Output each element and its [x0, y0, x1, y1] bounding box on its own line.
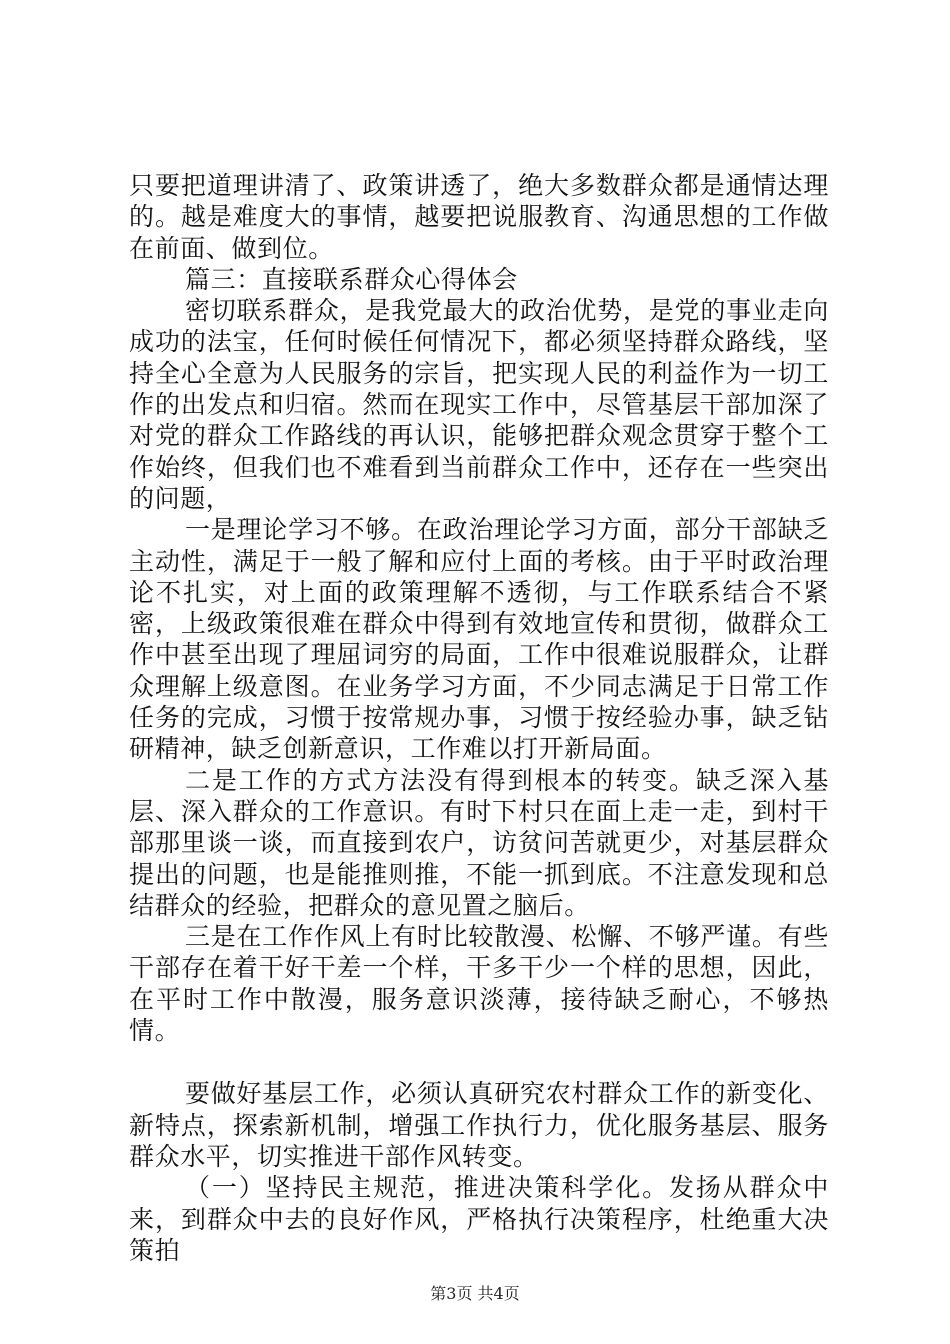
paragraph-intro: 密切联系群众，是我党最大的政治优势，是党的事业走向成功的法宝，任何时候任何情况下，都必须坚持群众路线，坚持全心全意为人民服务的宗旨，把实现人民的利益作为一切工作的出发点和归宿。然而在现实工作中，尽管基层干部加深了对党的群众工作路线的再认识，能够把群众观念贯穿于整个工作始终，但我们也不难看到当前群众工作中，还存在一些突出的问题，: [129, 296, 829, 513]
paragraph-point-one: 一是理论学习不够。在政治理论学习方面，部分干部缺乏主动性，满足于一般了解和应付上面的考核。由于平时政治理论不扎实，对上面的政策理解不透彻，与工作联系结合不紧密，上级政策很难在群众中得到有效地宣传和贯彻，做群众工作中甚至出现了理屈词穷的局面，工作中很难说服群众，让群众理解上级意图。在业务学习方面，不少同志满足于日常工作任务的完成，习惯于按常规办事，习惯于按经验办事，缺乏钻研精神，缺乏创新意识，工作难以打开新局面。: [129, 515, 829, 764]
paragraph-conclusion: 要做好基层工作，必须认真研究农村群众工作的新变化、新特点，探索新机制，增强工作执行力，优化服务基层、服务群众水平，切实推进干部作风转变。: [129, 1079, 829, 1171]
section-heading: 篇三：直接联系群众心得体会: [185, 264, 518, 294]
paragraph-continuation: 只要把道理讲清了、政策讲透了，绝大多数群众都是通情达理的。越是难度大的事情，越要把说服教育、沟通思想的工作做在前面、做到位。: [129, 171, 829, 263]
paragraph-point-two: 二是工作的方式方法没有得到根本的转变。缺乏深入基层、深入群众的工作意识。有时下村只在面上走一走，到村干部那里谈一谈，而直接到农户，访贫问苦就更少，对基层群众提出的问题，也是能推则推，不能一抓到底。不注意发现和总结群众的经验，把群众的意见置之脑后。: [129, 765, 829, 920]
page-number-footer: 第3页 共4页: [430, 1284, 520, 1303]
document-body: [129, 170, 829, 1266]
paragraph-measure-one: （一）坚持民主规范，推进决策科学化。发扬从群众中来，到群众中去的良好作风，严格执行决策程序，杜绝重大决策拍: [129, 1173, 829, 1265]
paragraph-point-three: 三是在工作作风上有时比较散漫、松懈、不够严谨。有些干部存在着干好干差一个样，干多干少一个样的思想，因此，在平时工作中散漫，服务意识淡薄，接待缺乏耐心，不够热情。: [129, 922, 829, 1046]
